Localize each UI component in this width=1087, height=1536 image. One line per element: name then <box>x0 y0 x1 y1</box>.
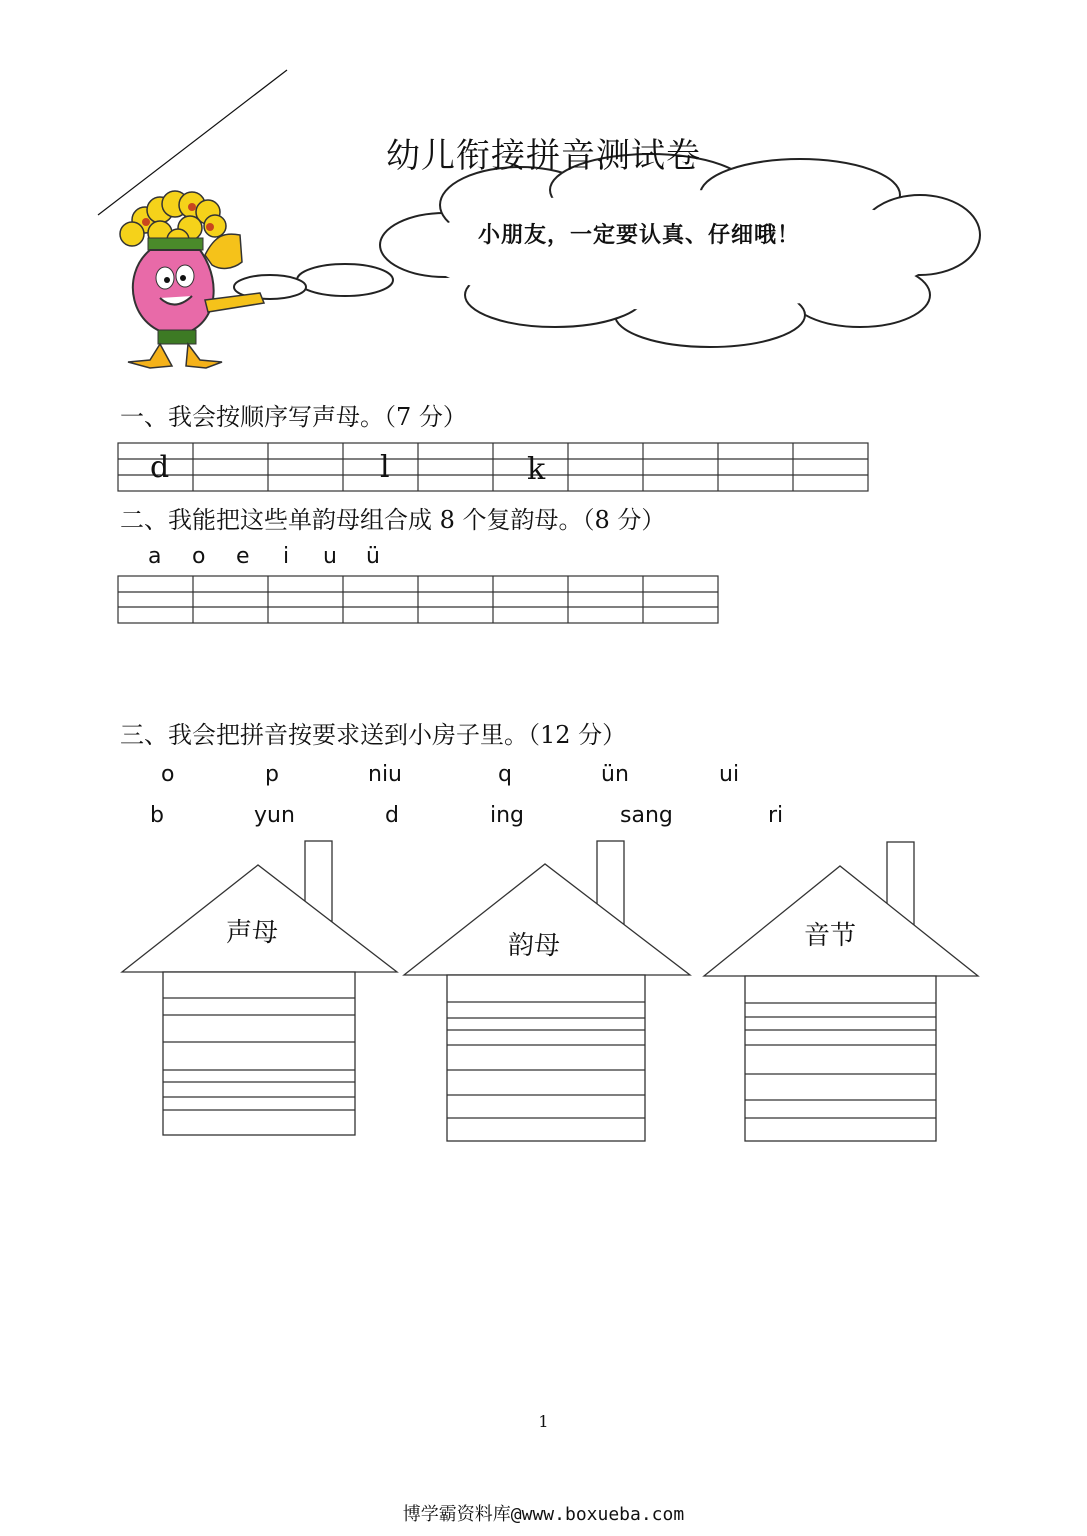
pinyin-item: o <box>161 762 175 787</box>
vowel: u <box>323 544 337 569</box>
house-label: 韵母 <box>508 931 561 961</box>
pinyin-item: p <box>265 762 279 787</box>
house-label: 声母 <box>226 918 279 948</box>
pinyin-item: ui <box>719 762 740 787</box>
page-title: 幼儿衔接拼音测试卷 <box>386 136 701 176</box>
pinyin-item: ün <box>601 762 629 787</box>
page-number: 1 <box>538 1412 549 1431</box>
grid-1-letter: l <box>380 450 390 485</box>
pinyin-item: ri <box>768 803 784 828</box>
house-label: 音节 <box>804 921 857 951</box>
section-3-heading: 三、我会把拼音按要求送到小房子里。（12 分） <box>120 721 627 749</box>
footer-watermark: 博学霸资料库@www.boxueba.com <box>402 1504 685 1525</box>
house-shengmu <box>122 841 397 1135</box>
grid-1-letter: k <box>527 452 546 487</box>
pinyin-item: d <box>385 803 399 828</box>
pinyin-item: ing <box>490 803 525 828</box>
house-yunmu <box>404 841 690 1141</box>
section-2-heading: 二、我能把这些单韵母组合成 8 个复韵母。（8 分） <box>120 506 666 534</box>
pinyin-item: q <box>498 762 512 787</box>
pinyin-item: yun <box>254 803 295 828</box>
thought-cloud <box>234 154 980 347</box>
house-yinjie <box>704 842 978 1141</box>
vowel: o <box>192 544 206 569</box>
vowel: ü <box>366 544 380 569</box>
vowel: a <box>148 544 162 569</box>
grid-1-letter: d <box>150 450 170 485</box>
vowel: e <box>236 544 250 569</box>
vowel: i <box>283 544 290 569</box>
section-1-heading: 一、我会按顺序写声母。（7 分） <box>120 403 467 431</box>
pinyin-item: sang <box>620 803 673 828</box>
grid-1 <box>118 443 868 491</box>
bubble-text: 小朋友，一定要认真、仔细哦！ <box>478 222 801 248</box>
grid-2 <box>118 576 718 623</box>
pinyin-item: niu <box>368 762 402 787</box>
pinyin-item: b <box>150 803 164 828</box>
